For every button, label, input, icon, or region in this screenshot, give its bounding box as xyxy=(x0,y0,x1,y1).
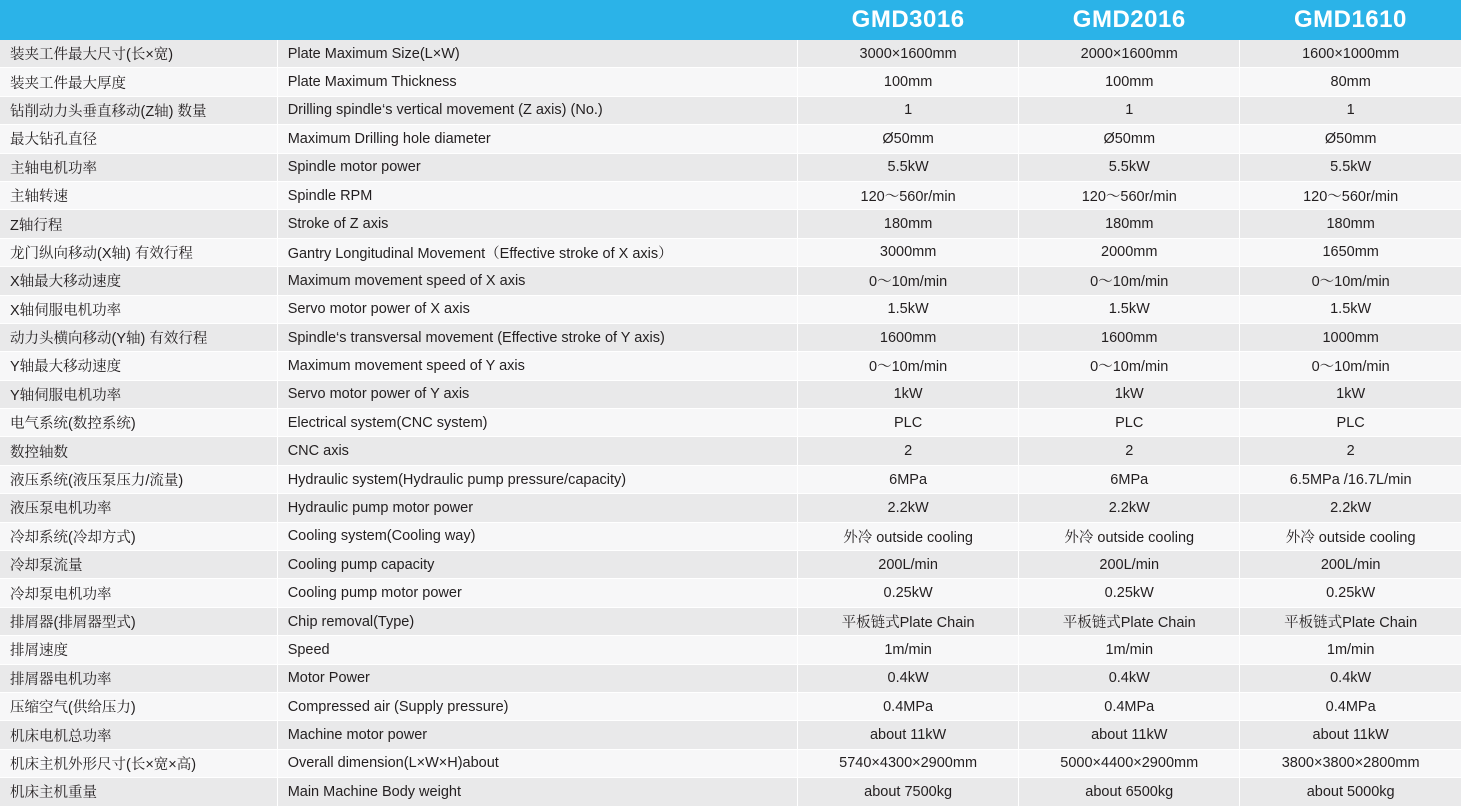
cell-spec-cn: 最大钻孔直径 xyxy=(0,125,277,153)
table-row xyxy=(0,125,1461,153)
cell-value-model-2: 2000×1600mm xyxy=(1019,40,1240,68)
cell-value-model-2: 外冷 outside cooling xyxy=(1019,522,1240,550)
cell-value-model-2: 0～10m/min xyxy=(1019,352,1240,380)
cell-spec-en: Cooling system(Cooling way) xyxy=(277,522,797,550)
table-row xyxy=(0,210,1461,238)
table-row xyxy=(0,692,1461,720)
cell-value-model-2: 平板链式Plate Chain xyxy=(1019,607,1240,635)
cell-spec-cn: 龙门纵向移动(X轴) 有效行程 xyxy=(0,238,277,266)
cell-value-model-2: 0.4kW xyxy=(1019,664,1240,692)
cell-value-model-3: 1 xyxy=(1240,96,1461,124)
cell-value-model-3: 200L/min xyxy=(1240,551,1461,579)
cell-spec-en: Motor Power xyxy=(277,664,797,692)
table-row xyxy=(0,295,1461,323)
cell-spec-en: Overall dimension(L×W×H)about xyxy=(277,749,797,777)
cell-spec-en: Maximum movement speed of X axis xyxy=(277,267,797,295)
cell-value-model-3: 0～10m/min xyxy=(1240,352,1461,380)
cell-value-model-3: 1m/min xyxy=(1240,636,1461,664)
cell-value-model-3: 0.4kW xyxy=(1240,664,1461,692)
cell-spec-en: Hydraulic pump motor power xyxy=(277,494,797,522)
cell-spec-en: Hydraulic system(Hydraulic pump pressure/capacity) xyxy=(277,465,797,493)
cell-value-model-3: about 5000kg xyxy=(1240,778,1461,806)
cell-value-model-1: 0～10m/min xyxy=(798,267,1019,295)
cell-value-model-1: 100mm xyxy=(798,68,1019,96)
cell-value-model-2: PLC xyxy=(1019,409,1240,437)
cell-value-model-2: 5.5kW xyxy=(1019,153,1240,181)
table-row xyxy=(0,181,1461,209)
cell-spec-cn: 液压泵电机功率 xyxy=(0,494,277,522)
cell-value-model-2: about 6500kg xyxy=(1019,778,1240,806)
cell-value-model-3: 120～560r/min xyxy=(1240,181,1461,209)
cell-value-model-3: 0.25kW xyxy=(1240,579,1461,607)
cell-value-model-2: Ø50mm xyxy=(1019,125,1240,153)
cell-value-model-3: 1.5kW xyxy=(1240,295,1461,323)
cell-value-model-3: 1000mm xyxy=(1240,323,1461,351)
cell-value-model-1: Ø50mm xyxy=(798,125,1019,153)
cell-value-model-2: 1.5kW xyxy=(1019,295,1240,323)
cell-value-model-1: 5.5kW xyxy=(798,153,1019,181)
table-row xyxy=(0,40,1461,68)
table-body xyxy=(0,40,1461,806)
cell-value-model-2: 1kW xyxy=(1019,380,1240,408)
cell-spec-cn: 装夹工件最大尺寸(长×宽) xyxy=(0,40,277,68)
cell-value-model-3: about 11kW xyxy=(1240,721,1461,749)
cell-value-model-1: 2 xyxy=(798,437,1019,465)
cell-spec-cn: 动力头横向移动(Y轴) 有效行程 xyxy=(0,323,277,351)
cell-spec-cn: X轴伺服电机功率 xyxy=(0,295,277,323)
cell-value-model-3: 外冷 outside cooling xyxy=(1240,522,1461,550)
cell-value-model-2: 180mm xyxy=(1019,210,1240,238)
header-cell-model-3: GMD1610 xyxy=(1240,0,1461,40)
cell-value-model-2: 2 xyxy=(1019,437,1240,465)
cell-spec-en: Gantry Longitudinal Movement（Effective stroke of X axis） xyxy=(277,238,797,266)
table-row xyxy=(0,238,1461,266)
cell-value-model-2: 5000×4400×2900mm xyxy=(1019,749,1240,777)
table-header xyxy=(0,0,1461,40)
cell-spec-en: Servo motor power of Y axis xyxy=(277,380,797,408)
cell-spec-cn: 排屑器电机功率 xyxy=(0,664,277,692)
cell-spec-cn: 机床主机重量 xyxy=(0,778,277,806)
cell-value-model-1: about 11kW xyxy=(798,721,1019,749)
cell-spec-en: Main Machine Body weight xyxy=(277,778,797,806)
header-cell-spec-cn xyxy=(0,0,277,40)
cell-value-model-3: 1600×1000mm xyxy=(1240,40,1461,68)
cell-spec-en: Spindle‘s transversal movement (Effective stroke of Y axis) xyxy=(277,323,797,351)
table-row xyxy=(0,664,1461,692)
cell-value-model-1: 3000×1600mm xyxy=(798,40,1019,68)
cell-value-model-2: 1600mm xyxy=(1019,323,1240,351)
cell-spec-cn: 排屑速度 xyxy=(0,636,277,664)
cell-spec-cn: 机床主机外形尺寸(长×宽×高) xyxy=(0,749,277,777)
table-row xyxy=(0,153,1461,181)
cell-spec-cn: 装夹工件最大厚度 xyxy=(0,68,277,96)
cell-value-model-1: 1m/min xyxy=(798,636,1019,664)
cell-value-model-2: 0.4MPa xyxy=(1019,692,1240,720)
cell-value-model-1: 6MPa xyxy=(798,465,1019,493)
cell-value-model-1: 2.2kW xyxy=(798,494,1019,522)
cell-spec-en: Electrical system(CNC system) xyxy=(277,409,797,437)
cell-spec-cn: 机床电机总功率 xyxy=(0,721,277,749)
cell-value-model-1: 200L/min xyxy=(798,551,1019,579)
cell-spec-en: Machine motor power xyxy=(277,721,797,749)
cell-value-model-1: 0.25kW xyxy=(798,579,1019,607)
table-row xyxy=(0,551,1461,579)
cell-spec-cn: 主轴电机功率 xyxy=(0,153,277,181)
cell-spec-cn: X轴最大移动速度 xyxy=(0,267,277,295)
cell-spec-en: Servo motor power of X axis xyxy=(277,295,797,323)
cell-value-model-1: PLC xyxy=(798,409,1019,437)
table-header-row xyxy=(0,0,1461,40)
table-row xyxy=(0,267,1461,295)
table-row xyxy=(0,494,1461,522)
cell-value-model-1: 5740×4300×2900mm xyxy=(798,749,1019,777)
cell-spec-en: Drilling spindle‘s vertical movement (Z axis) (No.) xyxy=(277,96,797,124)
header-cell-model-1: GMD3016 xyxy=(798,0,1019,40)
table-row xyxy=(0,636,1461,664)
cell-spec-cn: 电气系统(数控系统) xyxy=(0,409,277,437)
cell-spec-cn: Z轴行程 xyxy=(0,210,277,238)
cell-value-model-1: about 7500kg xyxy=(798,778,1019,806)
cell-value-model-1: 平板链式Plate Chain xyxy=(798,607,1019,635)
table-row xyxy=(0,522,1461,550)
cell-spec-cn: 压缩空气(供给压力) xyxy=(0,692,277,720)
cell-value-model-1: 3000mm xyxy=(798,238,1019,266)
cell-value-model-3: PLC xyxy=(1240,409,1461,437)
cell-value-model-2: 1m/min xyxy=(1019,636,1240,664)
cell-value-model-3: 6.5MPa /16.7L/min xyxy=(1240,465,1461,493)
table-row xyxy=(0,323,1461,351)
cell-value-model-3: 5.5kW xyxy=(1240,153,1461,181)
cell-spec-cn: 钻削动力头垂直移动(Z轴) 数量 xyxy=(0,96,277,124)
cell-value-model-2: 2000mm xyxy=(1019,238,1240,266)
cell-value-model-2: 200L/min xyxy=(1019,551,1240,579)
cell-value-model-3: 2.2kW xyxy=(1240,494,1461,522)
table-row xyxy=(0,409,1461,437)
cell-value-model-1: 0～10m/min xyxy=(798,352,1019,380)
cell-value-model-2: 2.2kW xyxy=(1019,494,1240,522)
cell-value-model-3: Ø50mm xyxy=(1240,125,1461,153)
cell-value-model-1: 0.4MPa xyxy=(798,692,1019,720)
cell-value-model-3: 180mm xyxy=(1240,210,1461,238)
table-row xyxy=(0,579,1461,607)
cell-value-model-3: 3800×3800×2800mm xyxy=(1240,749,1461,777)
cell-spec-en: Plate Maximum Size(L×W) xyxy=(277,40,797,68)
table-row xyxy=(0,437,1461,465)
cell-spec-cn: 数控轴数 xyxy=(0,437,277,465)
cell-value-model-1: 180mm xyxy=(798,210,1019,238)
cell-value-model-2: 0.25kW xyxy=(1019,579,1240,607)
cell-value-model-3: 平板链式Plate Chain xyxy=(1240,607,1461,635)
table-row xyxy=(0,380,1461,408)
cell-value-model-1: 外冷 outside cooling xyxy=(798,522,1019,550)
cell-spec-cn: 冷却泵流量 xyxy=(0,551,277,579)
cell-value-model-2: 120～560r/min xyxy=(1019,181,1240,209)
cell-value-model-2: 6MPa xyxy=(1019,465,1240,493)
cell-value-model-1: 1 xyxy=(798,96,1019,124)
cell-value-model-3: 0.4MPa xyxy=(1240,692,1461,720)
cell-spec-cn: Y轴伺服电机功率 xyxy=(0,380,277,408)
header-cell-spec-en xyxy=(277,0,797,40)
cell-spec-en: Stroke of Z axis xyxy=(277,210,797,238)
cell-value-model-3: 1kW xyxy=(1240,380,1461,408)
table-row xyxy=(0,778,1461,806)
cell-spec-en: Spindle RPM xyxy=(277,181,797,209)
cell-value-model-1: 1600mm xyxy=(798,323,1019,351)
cell-value-model-3: 2 xyxy=(1240,437,1461,465)
cell-spec-en: Maximum Drilling hole diameter xyxy=(277,125,797,153)
cell-value-model-1: 1.5kW xyxy=(798,295,1019,323)
cell-value-model-2: 1 xyxy=(1019,96,1240,124)
cell-spec-en: Cooling pump motor power xyxy=(277,579,797,607)
cell-spec-cn: 液压系统(液压泵压力/流量) xyxy=(0,465,277,493)
cell-spec-en: CNC axis xyxy=(277,437,797,465)
table-row xyxy=(0,352,1461,380)
table-row xyxy=(0,607,1461,635)
cell-spec-en: Spindle motor power xyxy=(277,153,797,181)
cell-value-model-3: 1650mm xyxy=(1240,238,1461,266)
cell-value-model-2: about 11kW xyxy=(1019,721,1240,749)
cell-spec-en: Plate Maximum Thickness xyxy=(277,68,797,96)
cell-value-model-1: 0.4kW xyxy=(798,664,1019,692)
cell-spec-en: Speed xyxy=(277,636,797,664)
cell-value-model-1: 1kW xyxy=(798,380,1019,408)
cell-spec-cn: 冷却泵电机功率 xyxy=(0,579,277,607)
cell-spec-cn: Y轴最大移动速度 xyxy=(0,352,277,380)
table-row xyxy=(0,721,1461,749)
cell-value-model-3: 0～10m/min xyxy=(1240,267,1461,295)
table-row xyxy=(0,749,1461,777)
cell-spec-cn: 主轴转速 xyxy=(0,181,277,209)
cell-spec-en: Chip removal(Type) xyxy=(277,607,797,635)
header-cell-model-2: GMD2016 xyxy=(1019,0,1240,40)
cell-spec-en: Compressed air (Supply pressure) xyxy=(277,692,797,720)
cell-value-model-2: 100mm xyxy=(1019,68,1240,96)
cell-value-model-1: 120～560r/min xyxy=(798,181,1019,209)
cell-spec-cn: 排屑器(排屑器型式) xyxy=(0,607,277,635)
table-row xyxy=(0,96,1461,124)
cell-spec-cn: 冷却系统(冷却方式) xyxy=(0,522,277,550)
cell-value-model-2: 0～10m/min xyxy=(1019,267,1240,295)
cell-value-model-3: 80mm xyxy=(1240,68,1461,96)
table-row xyxy=(0,68,1461,96)
cell-spec-en: Maximum movement speed of Y axis xyxy=(277,352,797,380)
cell-spec-en: Cooling pump capacity xyxy=(277,551,797,579)
table-row xyxy=(0,465,1461,493)
